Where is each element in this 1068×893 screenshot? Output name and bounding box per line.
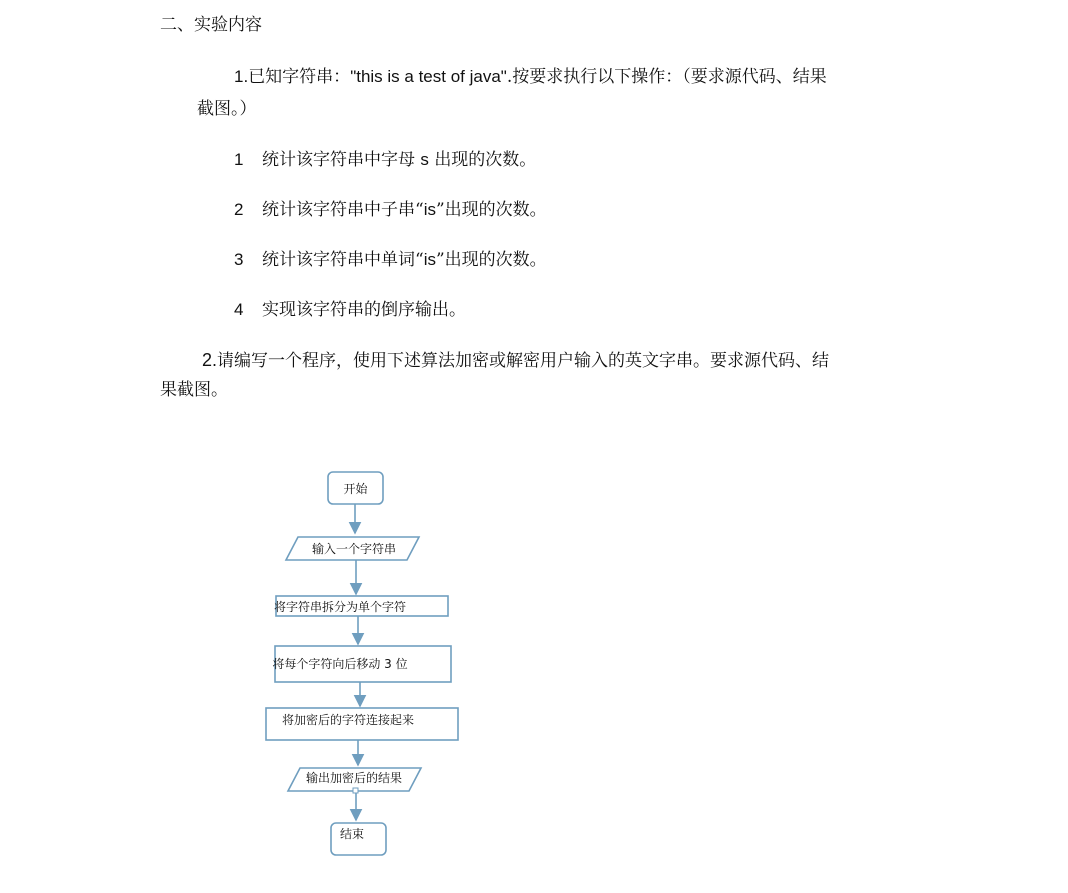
flow-end-label: 结束 <box>339 827 365 841</box>
flow-input-label: 输入一个字符串 <box>311 542 397 556</box>
item-text: 统计该字符串中单词“ <box>262 250 424 270</box>
flow-output-label: 输出加密后的结果 <box>305 771 403 785</box>
item-text: 实现该字符串的倒序输出。 <box>262 300 466 320</box>
flow-split-label: 将字符串拆分为单个字符 <box>273 600 407 614</box>
flow-join-label: 将加密后的字符连接起来 <box>281 713 415 727</box>
item-text-end: ”出现的次数。 <box>435 200 547 220</box>
section-heading: 二、实验内容 <box>160 15 262 35</box>
item-number: 4 <box>234 300 244 319</box>
item-text-end: 出现的次数。 <box>434 150 537 170</box>
item-text: 统计该字符串中字母 <box>262 150 415 170</box>
task1-intro-b: .按要求执行以下操作：（要求源代码、结果 <box>506 67 827 87</box>
task1-intro-line2: 截图。） <box>197 99 257 119</box>
connector-handle <box>353 788 358 793</box>
task1-intro-a: 已知字符串： <box>248 67 351 87</box>
item-text: 统计该字符串中子串“ <box>262 200 424 220</box>
item-number: 1 <box>234 150 244 169</box>
flow-shift-label: 将每个字符向后移动 3 位 <box>272 657 408 671</box>
task1-string-literal: "this is a test of java" <box>350 67 507 86</box>
item-latin: is <box>423 250 436 269</box>
task2-text: 请编写一个程序，使用下述算法加密或解密用户输入的英文字串。要求源代码、结 <box>217 351 830 371</box>
task2-number: 2. <box>202 350 218 370</box>
task2-line2: 果截图。 <box>160 380 228 400</box>
item-latin: s <box>420 150 429 169</box>
item-number: 3 <box>234 250 244 269</box>
item-latin: is <box>423 200 436 219</box>
item-number: 2 <box>234 200 244 219</box>
task1-number: 1. <box>234 67 249 86</box>
item-text-end: ”出现的次数。 <box>435 250 547 270</box>
flow-start-label: 开始 <box>343 482 368 496</box>
